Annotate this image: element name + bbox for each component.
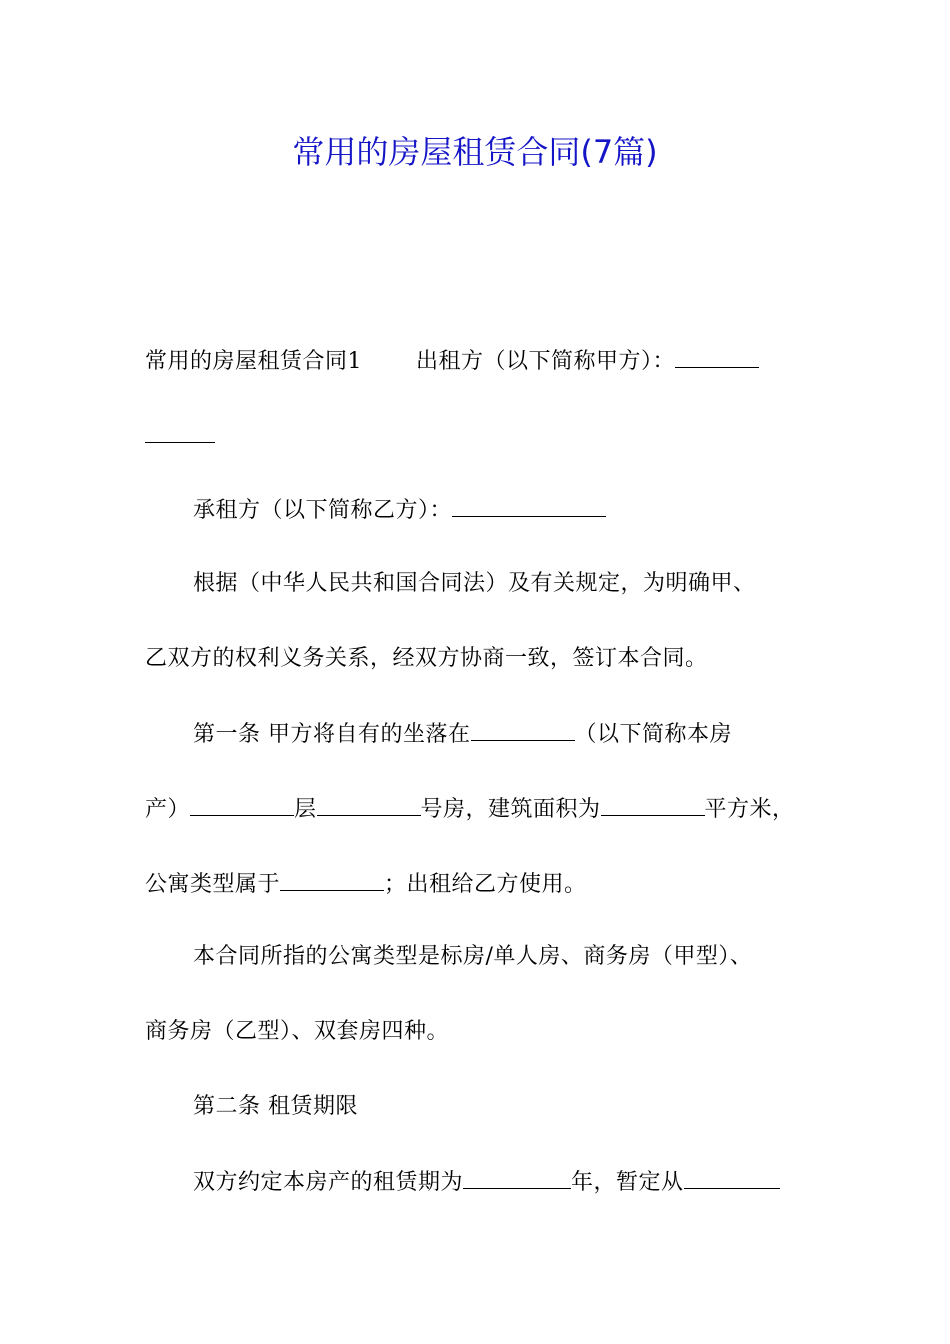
paragraph-line xyxy=(145,644,815,674)
text-segment: （以下简称本房 xyxy=(574,722,733,747)
fill-blank xyxy=(601,793,705,816)
fill-blank xyxy=(684,1166,780,1189)
text-segment: 号房，建筑面积为 xyxy=(420,797,601,822)
paragraph-line xyxy=(145,1017,815,1047)
text-segment: 产） xyxy=(145,797,191,822)
paragraph-line xyxy=(193,1166,863,1198)
fill-blank xyxy=(463,1166,571,1189)
text-segment: 常用的房屋租赁合同1 xyxy=(145,349,362,374)
fill-blank xyxy=(280,868,384,891)
fill-blank xyxy=(145,420,215,443)
text-segment: 第二条 租赁期限 xyxy=(193,1094,358,1119)
fill-blank xyxy=(675,345,759,368)
text-segment: 根据（中华人民共和国合同法）及有关规定，为明确甲、 xyxy=(193,571,756,596)
paragraph-line xyxy=(145,868,815,900)
text-segment: ；出租给乙方使用。 xyxy=(384,872,587,897)
text-segment: 层 xyxy=(294,797,317,822)
document-title: 常用的房屋租赁合同(7篇) xyxy=(292,133,658,171)
paragraph-line xyxy=(145,420,815,452)
paragraph-line xyxy=(193,942,863,972)
text-segment: 乙双方的权利义务关系，经双方协商一致，签订本合同。 xyxy=(145,646,708,671)
text-segment: 第一条 甲方将自有的坐落在 xyxy=(193,722,471,747)
paragraph-line xyxy=(193,494,863,526)
paragraph-line xyxy=(193,1092,863,1122)
paragraph-line xyxy=(145,793,815,825)
text-segment: 本合同所指的公寓类型是标房/单人房、商务房（甲型）、 xyxy=(193,944,753,969)
paragraph-line xyxy=(193,569,863,599)
text-segment: 年，暂定从 xyxy=(571,1170,684,1195)
fill-blank xyxy=(471,718,575,741)
text-segment: 平方米， xyxy=(704,797,795,822)
fill-blank xyxy=(317,793,421,816)
paragraph-line xyxy=(193,718,863,750)
paragraph-line xyxy=(145,345,815,377)
text-segment: 承租方（以下简称乙方）： xyxy=(193,498,453,523)
text-segment: 双方约定本房产的租赁期为 xyxy=(193,1170,464,1195)
fill-blank xyxy=(452,494,606,517)
text-segment: 出租方（以下简称甲方）： xyxy=(416,349,676,374)
text-segment: 商务房（乙型）、双套房四种。 xyxy=(145,1019,450,1044)
text-segment: 公寓类型属于 xyxy=(145,872,281,897)
fill-blank xyxy=(190,793,294,816)
